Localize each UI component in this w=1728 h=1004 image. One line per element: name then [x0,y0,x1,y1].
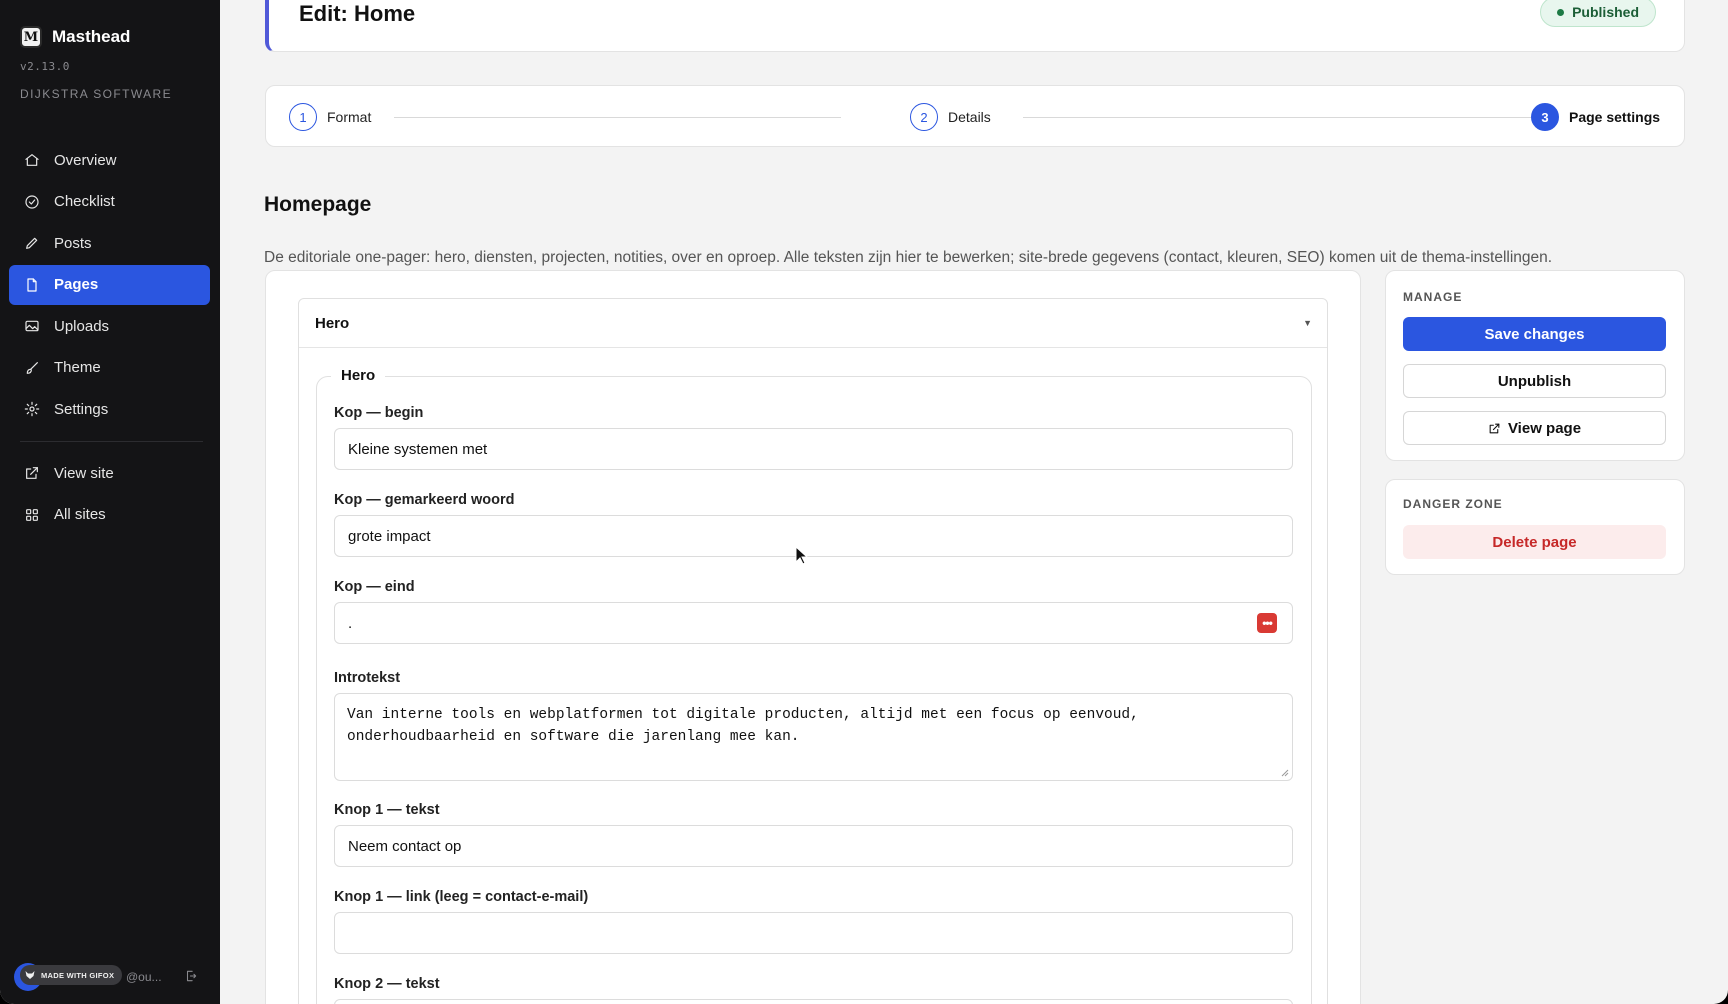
delete-page-button[interactable]: Delete page [1403,525,1666,559]
sidebar-divider [20,441,203,442]
status-label: Published [1572,4,1639,20]
knop1-link-input[interactable] [334,912,1293,954]
sidebar-footer [14,963,204,991]
manage-label: MANAGE [1403,290,1463,304]
page-title: Edit: Home [299,1,416,26]
sidebar-nav-secondary [9,453,210,536]
brand-logo-icon: M [20,26,42,48]
check-circle-icon [24,194,40,210]
step-format[interactable] [289,103,371,131]
accordion-title: Hero [315,314,350,332]
gear-icon [24,401,40,417]
app-version: v2.13.0 [20,60,70,73]
sidebar-item-label: Settings [54,400,109,418]
kop-gemarkeerd-input[interactable]: grote impact [334,515,1293,557]
danger-zone-panel [1385,479,1685,575]
grid-icon [24,507,40,523]
step-number: 1 [289,103,317,131]
org-name: DIJKSTRA SOFTWARE [20,87,173,101]
image-icon [24,318,40,334]
external-link-icon [1488,422,1501,435]
sidebar-item-settings[interactable] [9,389,210,429]
fox-icon [24,969,36,981]
field-label-knop2-tekst: Knop 2 — tekst [334,976,440,992]
step-label: Page settings [1569,109,1661,125]
logout-button[interactable] [184,969,198,983]
sidebar-item-label: Posts [54,234,92,252]
kop-eind-wrapper [334,602,1293,644]
view-page-label: View page [1507,419,1582,437]
sidebar-item-theme[interactable] [9,348,210,388]
sidebar-item-uploads[interactable] [9,306,210,346]
logout-icon [184,969,198,983]
sidebar-nav [9,140,210,431]
hero-accordion [298,298,1328,1004]
pencil-icon [24,235,40,251]
sidebar-item-label: Checklist [54,193,115,210]
step-page-settings[interactable] [1531,103,1660,131]
brand[interactable] [20,26,130,48]
form-card [265,270,1361,1004]
password-manager-icon[interactable]: ••• [1257,613,1277,633]
page-icon [24,277,40,293]
view-page-button[interactable] [1403,411,1666,445]
status-dot-icon [1557,9,1564,16]
field-label-knop1-link: Knop 1 — link (leeg = contact-e-mail) [334,889,589,905]
field-label-kop-gemarkeerd: Kop — gemarkeerd woord [334,492,515,508]
unpublish-button[interactable]: Unpublish [1403,364,1666,398]
sidebar-item-view-site[interactable] [9,453,210,493]
hero-fieldset [316,367,1312,1004]
sidebar-item-label: Pages [54,276,99,293]
user-email: @ou... [126,970,162,984]
status-badge [1540,0,1656,27]
step-label: Details [948,109,991,125]
step-connector [1023,117,1531,118]
sidebar-item-checklist[interactable] [9,182,210,222]
sidebar-item-label: Overview [54,151,117,169]
sidebar [0,0,220,1004]
sidebar-item-label: All sites [54,506,106,523]
kop-begin-input[interactable]: Kleine systemen met [334,428,1293,470]
section-description: De editoriale one-pager: hero, diensten, projecten, notities, over en oproep. Alle teksten zijn hier te bewerken; site-brede gegevens (contact, kleuren, SEO) komen uit de thema-instellingen. [264,249,1553,266]
accordion-header[interactable] [299,299,1327,348]
fieldset-legend: Hero [331,367,385,384]
main-content [220,0,1728,1004]
sidebar-item-posts[interactable] [9,223,210,263]
step-details[interactable] [910,103,991,131]
sidebar-item-all-sites[interactable] [9,495,210,535]
external-link-icon [24,465,40,481]
gifox-label: MADE WITH GIFOX [41,970,115,980]
brush-icon [24,360,40,376]
save-changes-button[interactable]: Save changes [1403,317,1666,351]
field-label-introtekst: Introtekst [334,670,401,686]
sidebar-item-pages[interactable] [9,265,210,305]
sidebar-item-label: Theme [54,359,101,376]
field-label-knop1-tekst: Knop 1 — tekst [334,802,440,818]
caret-down-icon: ▼ [1303,318,1312,328]
section-title: Homepage [264,193,372,216]
knop1-tekst-input[interactable]: Neem contact op [334,825,1293,867]
home-icon [24,152,40,168]
field-label-kop-eind: Kop — eind [334,579,415,595]
step-number: 2 [910,103,938,131]
stepper [265,85,1685,147]
sidebar-item-overview[interactable] [9,140,210,180]
knop2-tekst-input[interactable] [334,999,1293,1004]
danger-zone-label: DANGER ZONE [1403,497,1503,511]
step-connector [394,117,841,118]
manage-panel [1385,270,1685,461]
introtekst-textarea[interactable] [334,693,1293,781]
mouse-cursor-icon [795,546,809,566]
resize-handle-icon[interactable] [1281,769,1289,777]
step-number: 3 [1531,103,1559,131]
sidebar-item-label: Uploads [54,317,110,335]
gifox-watermark [20,965,122,985]
kop-eind-input[interactable]: . [334,602,1293,644]
field-label-kop-begin: Kop — begin [334,405,424,421]
textarea-content: Van interne tools en webplatformen tot digitale producten, altijd met een focus op eenvoud, onderhoudbaarheid en software die jarenlang mee kan. [347,707,1139,745]
sidebar-item-label: View site [54,464,114,482]
page-header [265,0,1685,52]
brand-name: Masthead [52,27,131,46]
step-label: Format [327,109,372,125]
